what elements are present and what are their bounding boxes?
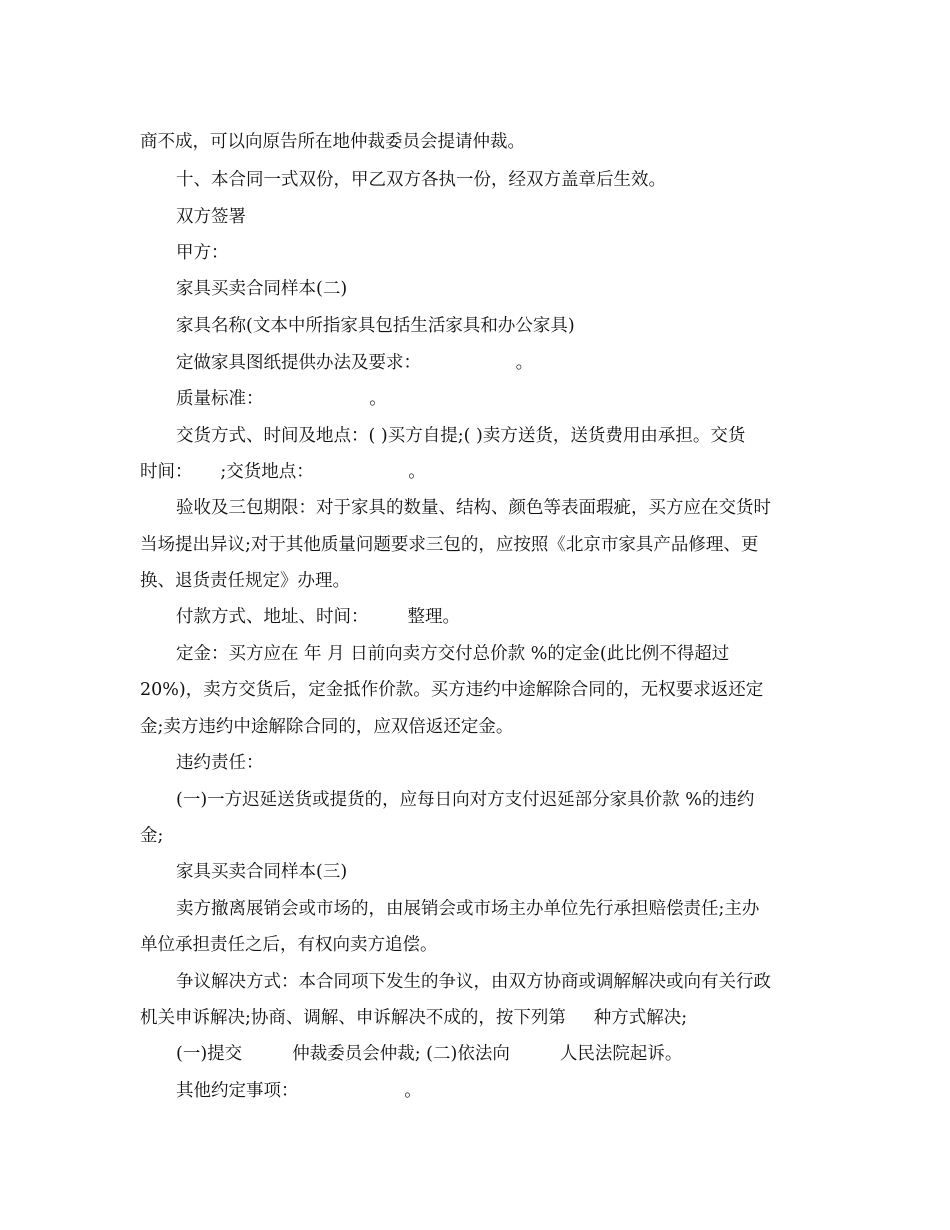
section-heading: 家具买卖合同样本(二) [176, 279, 348, 299]
text-line: 定做家具图纸提供办法及要求： 。 [176, 353, 534, 373]
text-line: 单位承担责任之后，有权向卖方追偿。 [140, 935, 438, 955]
text-line: 违约责任： [176, 753, 264, 773]
text-line: 验收及三包期限：对于家具的数量、结构、颜色等表面瑕疵，买方应在交货时 [176, 498, 771, 518]
text-line: 机关申诉解决;协商、调解、申诉解决不成的，按下列第 种方式解决; [140, 1008, 688, 1028]
text-line: (一)一方迟延送货或提货的，应每日向对方支付迟延部分家具价款 %的违约 [176, 790, 755, 810]
text-line: 交货方式、时间及地点：( )买方自提;( )卖方送货，送货费用由承担。交货 [176, 426, 746, 446]
text-line: 甲方： [176, 243, 229, 263]
text-line: 当场提出异议;对于其他质量问题要求三包的，应按照《北京市家具产品修理、更 [140, 535, 759, 555]
text-line: 质量标准： 。 [176, 389, 387, 409]
text-line: (一)提交 仲裁委员会仲裁; (二)依法向 人民法院起诉。 [176, 1044, 683, 1064]
text-line: 金; [140, 826, 164, 846]
text-line: 换、退货责任规定》办理。 [140, 571, 350, 591]
text-line: 十、本合同一式双份，甲乙双方各执一份，经双方盖章后生效。 [176, 170, 666, 190]
text-line: 付款方式、地址、时间： 整理。 [176, 607, 460, 627]
text-line: 商不成，可以向原告所在地仲裁委员会提请仲裁。 [140, 132, 525, 152]
text-line: 其他约定事项： 。 [176, 1081, 422, 1101]
text-line: 定金：买方应在 年 月 日前向卖方交付总价款 %的定金(此比例不得超过 [176, 644, 730, 664]
text-line: 卖方撤离展销会或市场的，由展销会或市场主办单位先行承担赔偿责任;主办 [176, 899, 760, 919]
section-heading: 家具买卖合同样本(三) [176, 862, 348, 882]
text-line: 双方签署 [176, 207, 246, 227]
text-line: 20%)，卖方交货后，定金抵作价款。买方违约中途解除合同的，无权要求返还定 [140, 680, 764, 700]
text-line: 时间： ;交货地点： 。 [140, 462, 426, 482]
text-line: 争议解决方式：本合同项下发生的争议，由双方协商或调解解决或向有关行政 [176, 972, 771, 992]
text-line: 家具名称(文本中所指家具包括生活家具和办公家具) [176, 316, 575, 336]
text-line: 金;卖方违约中途解除合同的，应双倍返还定金。 [140, 717, 514, 737]
